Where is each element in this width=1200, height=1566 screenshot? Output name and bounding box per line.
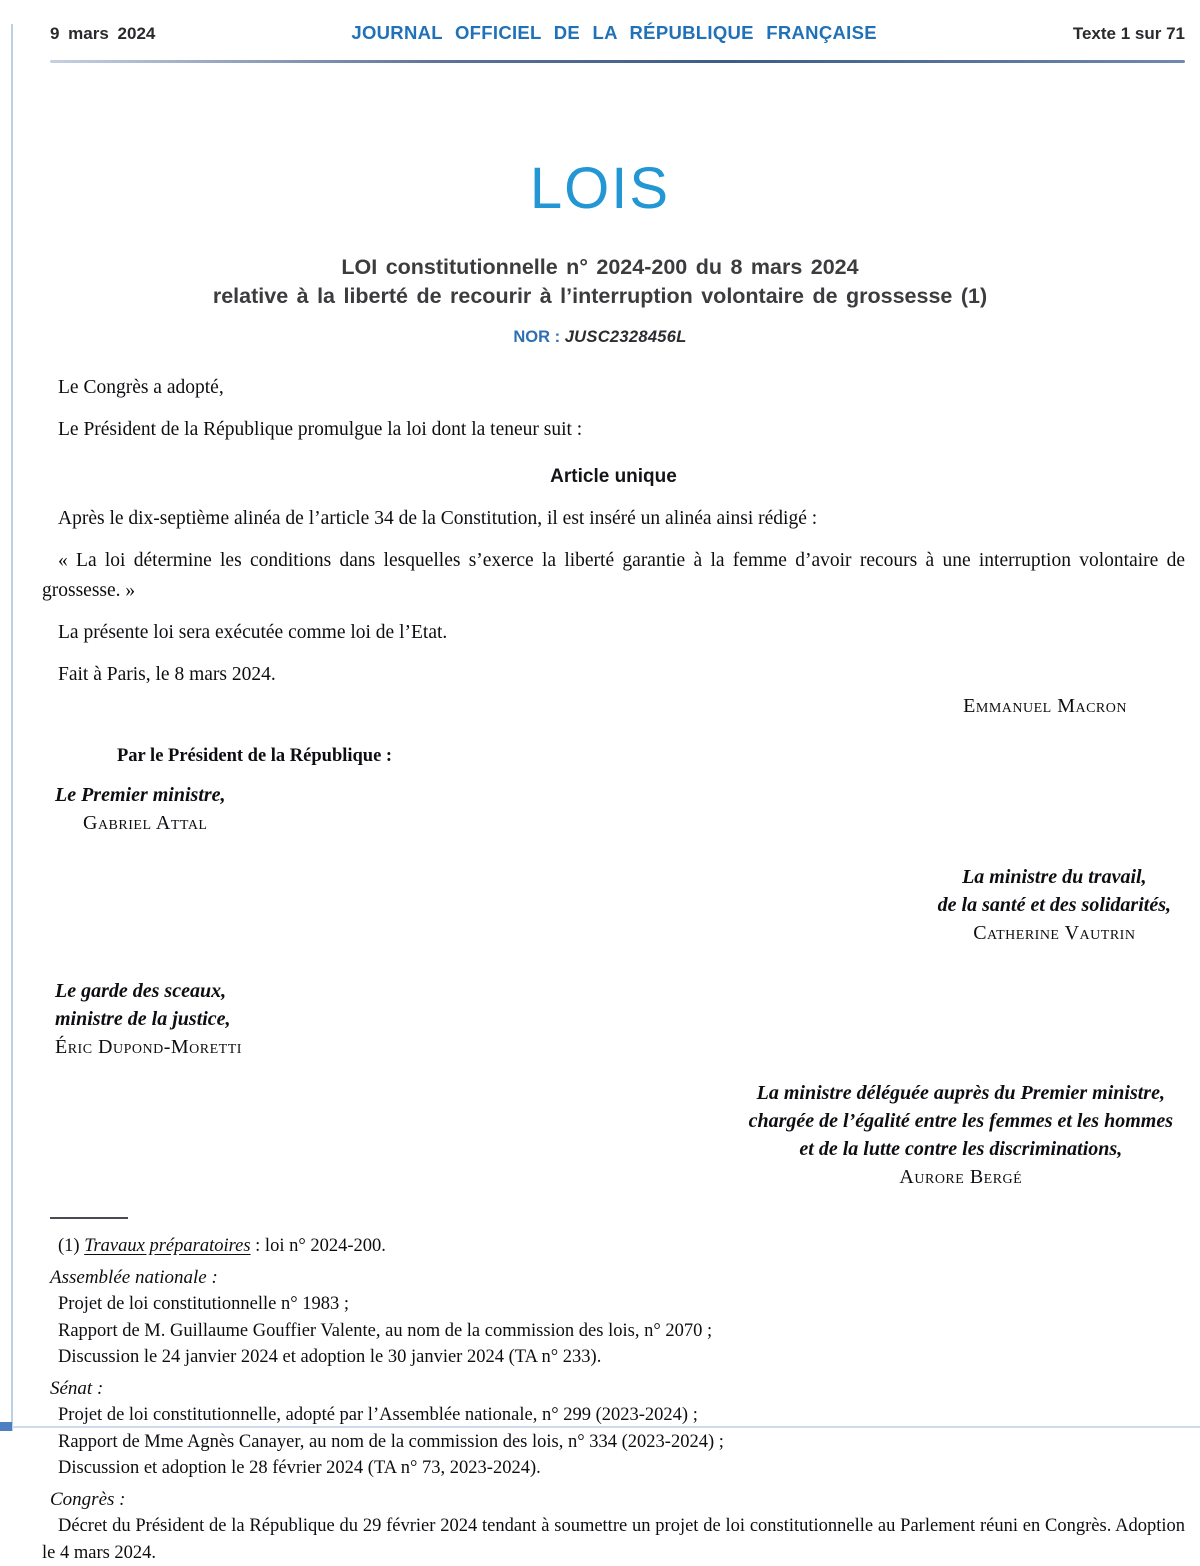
footnote-assemblee-line2: Rapport de M. Guillaume Gouffier Valente, au nom de la commission des lois, n° 2070 ; bbox=[58, 1320, 713, 1341]
signature-ministre-egalite bbox=[749, 1079, 1173, 1191]
footnote-ref-number: (1) bbox=[58, 1236, 85, 1256]
garde-des-sceaux-title-2: ministre de la justice, bbox=[55, 1008, 231, 1030]
ministre-travail-title-2: de la santé et des solidarités, bbox=[937, 894, 1171, 916]
signature-ministre-travail bbox=[938, 863, 1171, 947]
article-heading: Article unique bbox=[550, 466, 677, 487]
law-title bbox=[0, 253, 1200, 311]
footnote-assemblee-line1: Projet de loi constitutionnelle n° 1983 ; bbox=[58, 1294, 350, 1314]
footnote-senat-line3: Discussion et adoption le 28 février 2024 (TA n° 73, 2023-2024). bbox=[58, 1458, 541, 1478]
premier-ministre-title: Le Premier ministre, bbox=[55, 784, 226, 806]
header-date: 9 mars 2024 bbox=[50, 24, 156, 43]
law-title-line1: LOI constitutionnelle n° 2024-200 du 8 mars 2024 bbox=[341, 255, 859, 279]
garde-des-sceaux-title-1: Le garde des sceaux, bbox=[55, 980, 227, 1002]
ministre-egalite-title-1: La ministre déléguée auprès du Premier ministre, bbox=[756, 1082, 1165, 1104]
by-president-line: Par le Président de la République : bbox=[117, 746, 393, 766]
nor-line bbox=[0, 328, 1200, 347]
paragraph-fait-a-paris: Fait à Paris, le 8 mars 2024. bbox=[58, 664, 276, 685]
left-border-line bbox=[11, 24, 13, 1431]
header-rule bbox=[50, 60, 1185, 63]
bottom-border-line bbox=[10, 1426, 1200, 1428]
footnote-senat-line2: Rapport de Mme Agnès Canayer, au nom de la commission des lois, n° 334 (2023-2024) ; bbox=[58, 1431, 724, 1452]
paragraph-adoption: Le Congrès a adopté, bbox=[58, 377, 224, 398]
footnote-senat-line1: Projet de loi constitutionnelle, adopté par l’Assemblée nationale, n° 299 (2023-2024) ; bbox=[58, 1405, 698, 1425]
ministre-egalite-title-3: et de la lutte contre les discriminations, bbox=[799, 1138, 1123, 1160]
footnote-heading-congres: Congrès : bbox=[50, 1488, 126, 1510]
law-body bbox=[42, 373, 1185, 1566]
paragraph-quote: « La loi détermine les conditions dans lesquelles s’exerce la liberté garantie à la femme d’avoir recours à une interruption volontaire de grossesse. » bbox=[42, 550, 1185, 601]
paragraph-insertion: Après le dix-septième alinéa de l’article 34 de la Constitution, il est inséré un alinéa ainsi rédigé : bbox=[58, 508, 818, 529]
page-header bbox=[0, 0, 1200, 44]
nor-value: JUSC2328456L bbox=[564, 328, 687, 346]
ministre-egalite-title-2: chargée de l’égalité entre les femmes et les hommes bbox=[748, 1110, 1173, 1132]
footnote-rule bbox=[50, 1217, 128, 1219]
footnote-travaux-label: Travaux préparatoires bbox=[84, 1236, 251, 1256]
paragraph-execution: La présente loi sera exécutée comme loi de l’Etat. bbox=[58, 622, 448, 643]
law-title-line2: relative à la liberté de recourir à l’interruption volontaire de grossesse (1) bbox=[212, 284, 988, 308]
footnote bbox=[42, 1233, 1185, 1566]
premier-ministre-name: Gabriel Attal bbox=[83, 812, 208, 834]
header-texte-ref: Texte 1 sur 71 bbox=[1072, 24, 1185, 43]
paragraph-promulgation: Le Président de la République promulgue la loi dont la teneur suit : bbox=[58, 419, 583, 440]
section-title-lois: LOIS bbox=[529, 156, 671, 221]
footnote-congres-line1: Décret du Président de la République du 29 février 2024 tendant à soumettre un projet de loi constitutionnelle au Parlement réuni en Congrès. Adoption le 4 mars 2024. bbox=[42, 1516, 1185, 1563]
footnote-travaux-line bbox=[42, 1233, 1185, 1260]
signature-president-name: Emmanuel Macron bbox=[963, 695, 1127, 717]
ministre-egalite-name: Aurore Bergé bbox=[899, 1166, 1023, 1188]
journal-title: JOURNAL OFFICIEL DE LA RÉPUBLIQUE FRANÇAISE bbox=[351, 22, 877, 43]
ministre-travail-title-1: La ministre du travail, bbox=[962, 866, 1147, 888]
signature-garde-des-sceaux bbox=[42, 977, 1185, 1061]
footnote-heading-assemblee: Assemblée nationale : bbox=[50, 1266, 218, 1288]
footnote-travaux-rest: : loi n° 2024-200. bbox=[250, 1236, 386, 1256]
footnote-heading-senat: Sénat : bbox=[50, 1377, 104, 1399]
signature-premier-ministre bbox=[42, 781, 1185, 837]
bottom-left-corner-mark bbox=[0, 1422, 12, 1431]
garde-des-sceaux-name: Éric Dupond-Moretti bbox=[55, 1036, 242, 1058]
nor-label: NOR : bbox=[513, 328, 561, 346]
ministre-travail-name: Catherine Vautrin bbox=[973, 922, 1136, 944]
footnote-assemblee-line3: Discussion le 24 janvier 2024 et adoption le 30 janvier 2024 (TA n° 233). bbox=[58, 1347, 602, 1367]
